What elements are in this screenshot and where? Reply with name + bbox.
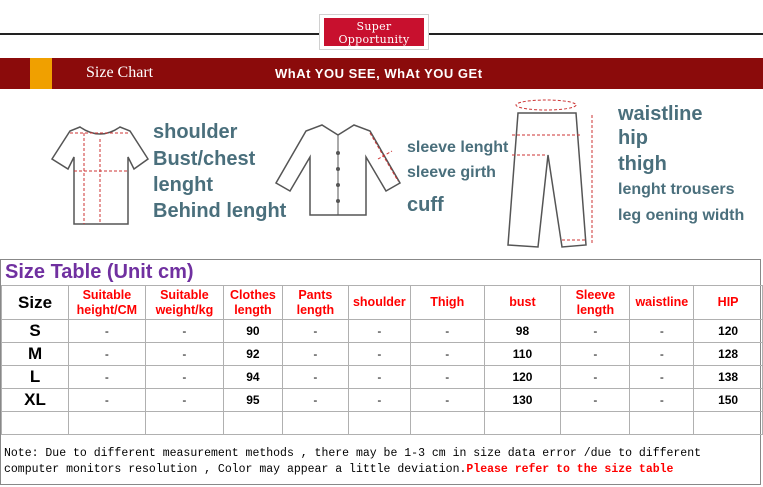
- table-cell: -: [69, 389, 146, 412]
- table-cell: -: [282, 343, 348, 366]
- size-cell: S: [2, 320, 69, 343]
- table-cell: -: [348, 366, 410, 389]
- table-header-row: [2, 286, 763, 320]
- table-cell: -: [348, 389, 410, 412]
- label-behind-length: Behind lenght: [153, 200, 287, 222]
- table-cell: 130: [484, 389, 561, 412]
- table-cell: 90: [224, 320, 283, 343]
- table-cell: -: [561, 320, 630, 343]
- label-shoulder: shoulder: [153, 121, 238, 143]
- header-thigh: Thigh: [410, 286, 484, 320]
- badge-line-1: Super: [356, 20, 392, 33]
- table-cell: [561, 412, 630, 435]
- banner-tab-icon: [30, 58, 52, 92]
- trousers-icon: [498, 95, 613, 255]
- table-cell: 120: [484, 366, 561, 389]
- label-length: lenght: [153, 174, 213, 196]
- table-cell: -: [561, 366, 630, 389]
- header-shoulder: shoulder: [348, 286, 410, 320]
- table-cell: -: [630, 343, 694, 366]
- header-bust: bust: [484, 286, 561, 320]
- table-cell: [484, 412, 561, 435]
- table-cell: 150: [694, 389, 763, 412]
- measurement-note: [4, 446, 754, 478]
- table-cell: 92: [224, 343, 283, 366]
- header-waistline: waistline: [630, 286, 694, 320]
- table-cell: -: [145, 343, 223, 366]
- table-cell: -: [410, 320, 484, 343]
- table-cell: [224, 412, 283, 435]
- table-cell: -: [410, 343, 484, 366]
- table-cell: -: [145, 366, 223, 389]
- table-cell: -: [630, 389, 694, 412]
- table-cell: [348, 412, 410, 435]
- note-text: Note: Due to different measurement methods , there may be 1-3 cm in size data error /due to different computer monitors resolution , Color may appear a little deviation.: [4, 447, 702, 476]
- header-weight: Suitable weight/kg: [145, 286, 223, 320]
- label-bust-chest: Bust/chest: [153, 148, 256, 170]
- table-cell: 110: [484, 343, 561, 366]
- table-cell: -: [69, 343, 146, 366]
- badge-logo: [324, 18, 424, 46]
- table-cell: -: [69, 366, 146, 389]
- table-cell: -: [282, 366, 348, 389]
- size-table: [1, 285, 763, 435]
- table-row-empty: [2, 412, 763, 435]
- table-cell: 138: [694, 366, 763, 389]
- label-sleeve-girth: sleeve girth: [407, 164, 496, 181]
- tshirt-icon: [50, 119, 150, 229]
- banner-slogan: WhAt YOU SEE, WhAt YOU GEt: [275, 66, 483, 81]
- label-length-trousers: lenght trousers: [618, 181, 735, 198]
- header-rule-left: [0, 33, 319, 35]
- table-cell: -: [630, 320, 694, 343]
- table-cell: [694, 412, 763, 435]
- size-table-title: Size Table (Unit cm): [5, 261, 194, 283]
- table-row: [2, 366, 763, 389]
- table-cell: -: [69, 320, 146, 343]
- table-cell: -: [145, 389, 223, 412]
- header-clothes-length: Clothes length: [224, 286, 283, 320]
- label-hip: hip: [618, 127, 648, 149]
- table-cell: 98: [484, 320, 561, 343]
- header-rule-right: [429, 33, 763, 35]
- table-cell: [282, 412, 348, 435]
- dress-shirt-icon: [270, 119, 405, 219]
- label-thigh: thigh: [618, 153, 667, 175]
- header-pants-length: Pants length: [282, 286, 348, 320]
- banner-title: Size Chart: [86, 64, 154, 81]
- super-opportunity-badge: [319, 14, 429, 50]
- table-row: [2, 389, 763, 412]
- table-cell: -: [410, 366, 484, 389]
- table-row: [2, 320, 763, 343]
- table-cell: [145, 412, 223, 435]
- table-cell: -: [282, 320, 348, 343]
- table-cell: -: [561, 343, 630, 366]
- header-size: Size: [2, 286, 69, 320]
- label-cuff: cuff: [407, 194, 444, 216]
- table-cell: -: [145, 320, 223, 343]
- table-cell: -: [348, 343, 410, 366]
- table-cell: [69, 412, 146, 435]
- table-row: [2, 343, 763, 366]
- table-cell: -: [561, 389, 630, 412]
- table-cell: [630, 412, 694, 435]
- label-leg-opening-width: leg oening width: [618, 207, 745, 224]
- table-cell: -: [410, 389, 484, 412]
- label-waistline: waistline: [618, 103, 703, 125]
- header-hip: HIP: [694, 286, 763, 320]
- size-cell: M: [2, 343, 69, 366]
- size-cell: XL: [2, 389, 69, 412]
- table-cell: -: [348, 320, 410, 343]
- table-cell: 94: [224, 366, 283, 389]
- table-cell: [2, 412, 69, 435]
- header-sleeve-length: Sleeve length: [561, 286, 630, 320]
- header-height: Suitable height/CM: [69, 286, 146, 320]
- table-cell: 95: [224, 389, 283, 412]
- table-cell: [410, 412, 484, 435]
- size-cell: L: [2, 366, 69, 389]
- table-cell: 128: [694, 343, 763, 366]
- table-cell: -: [630, 366, 694, 389]
- table-cell: 120: [694, 320, 763, 343]
- measurement-illustration: [0, 89, 763, 259]
- table-cell: -: [282, 389, 348, 412]
- badge-line-2: Opportunity: [338, 33, 410, 46]
- label-sleeve-length: sleeve lenght: [407, 139, 509, 156]
- note-highlight: Please refer to the size table: [466, 463, 674, 476]
